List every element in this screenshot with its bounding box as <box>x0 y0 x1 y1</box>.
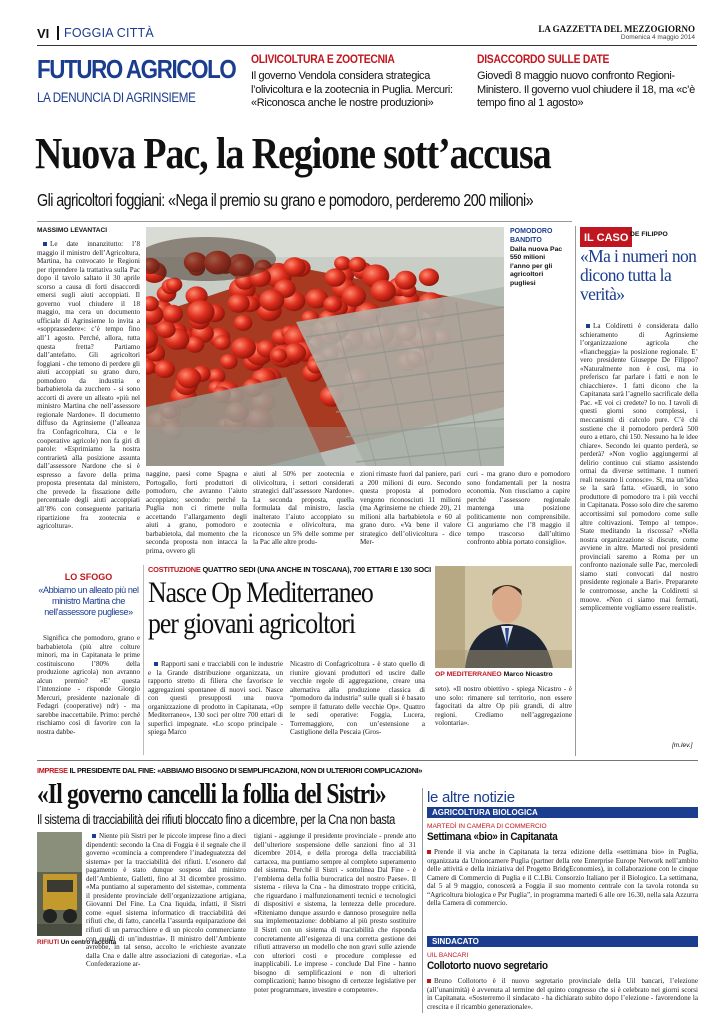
op-col3-text: seto). «Il nostro obiettivo - spiega Nicastro - è uno solo: rimanere sul territorio, non essere fagocitati da altre Op più grandi, di altre regioni. Crediamo nell’aggregazione volontaria». <box>435 685 572 728</box>
bullet-square <box>427 850 431 854</box>
notizie-item1-body <box>427 848 698 934</box>
top-col1-title: OLIVICOLTURA E ZOOTECNIA <box>251 54 395 66</box>
top-subkicker: LA DENUNCIA DI AGRINSIEME <box>37 90 196 105</box>
photo-caption-text: Dalla nuova Pac 550 milioni l’anno per gli agricoltori pugliesi <box>510 246 563 287</box>
bullet-square <box>586 324 590 328</box>
main-col1 <box>37 240 140 562</box>
tomato-crate-image <box>146 227 504 466</box>
notizie-section1: AGRICOLTURA BIOLOGICA <box>427 807 698 818</box>
sfogo-title: LO SFOGO <box>64 572 113 582</box>
tomato-shape <box>419 268 439 286</box>
notizie-item2-kicker: UIL BANCARI <box>427 952 469 959</box>
tomato-shape <box>284 343 306 362</box>
notizie-item1-text: Prende il via anche in Capitanata la terza edizione della «settimana bio» in Puglia, organizzata da Unioncamere Puglia (partner della rete Enterprise Europe Network nell’ambito delle attività e della iniziativa del Progetto BridgEconomies), in collaborazione con le cinque Camere di Commercio di Puglia e il C.I.Bi. Consorzio Italiano per il Biologico. La settimana, dal 5 al 9 maggio, conoscerà a Foggia il suo momento centrale con la tavola rotonda su “Agricoltura biologica e Psr Puglia”, in programma martedì 6 alle ore 16.30, nella sala Azzurra della Camera di commercio. <box>427 848 698 908</box>
notizie-title: le altre notizie <box>427 789 515 806</box>
top-col2-text: Giovedì 8 maggio nuovo confronto Regioni-Ministero. Il governo vuol chiudere il 18, ma «c’è tempo fino al 1 agosto» <box>477 70 695 109</box>
photo-caption-title: POMODORO BANDITO <box>510 228 553 244</box>
tomato-shape <box>334 256 350 270</box>
sistri-col2-text: tigiani - aggiunge il presidente provinciale - prende atto dell’ulteriore sospensione delle sanzioni fino al 31 dicembre 2014, e della proroga della tracciabilità cartacea, ma puntiamo sempre al completo superamento del sistema. Perché il Sistri - sottolinea Dal Fine - è l’emblema della follia burocratica del nostro Paese». Il sistema - rileva la Cna - ha dimostrato troppe criticità, che riguardano i malfunzionamenti tecnici e tecnologici di dispositivi e sistema, la lentezza delle procedure. «Riteniamo dunque assurdo e dannoso proseguire nella sua implementazione: dobbiamo al più presto sostituire il Sistri con un sistema di tracciabilità che risponda concretamente all’esigenza di una corretta gestione dei rifiuti attraverso un modello che non gravi sulle aziende con ulteriori costi e procedure complesse ed inapplicabili. Le imprese - conclude Dal Fine - hanno bisogno di semplificazioni e non di ulteriori complicazioni; hanno bisogno di certezze legislative per poter programmare, investire e competere». <box>254 832 416 994</box>
sistri-headline: «Il governo cancelli la follia del Sistri» <box>37 779 386 810</box>
tomato-shape <box>177 367 201 388</box>
op-photo-caption-text: Marco Nicastro <box>503 671 553 678</box>
tomato-shape <box>325 268 346 286</box>
notizie-item1-kicker: MARTEDÌ IN CAMERA DI COMMERCIO <box>427 823 547 830</box>
main-col2 <box>146 470 247 560</box>
op-col2 <box>290 660 425 755</box>
portrait-image <box>435 566 572 668</box>
caso-label-box <box>580 227 632 247</box>
tomato-shape <box>349 257 367 272</box>
op-col1-text: Rapporti sani e tracciabili con le industrie e la Grande distribuzione organizzata, un rapporto stretto di filiera che favorisce le aggregazioni spontanee di nuovi soci. Nasce con questi presupposti una nuova organizzazione di prodotto in Capitanata, «Op Mediterraneo», 130 soci per oltre 700 ettari di superfici impegnate. «Lo scopo principale - spiega Marco <box>148 660 283 737</box>
caso-label: IL CASO <box>584 232 629 244</box>
bullet-square <box>154 662 158 666</box>
tomato-shape <box>187 300 215 324</box>
notizie-item2-text: Bruno Collotorto è il nuovo segretario provinciale della Uil bancari, l’elezione (all’unanimità) è avvenuta al termine del quinto congresso che si è celebrato nei giorni scorsi in Capitanata. «Sosterremo il sindacato - ha dichiarato subito dopo l’elezione - favorendone la crescita e il ricambio generazionale». <box>427 977 698 1011</box>
caso-text: La Coldiretti è considerata dallo schieramento di Agrinsieme l’organizzazione agricola che «fiancheggia» la posizione regionale. E’ vero presidente Giuseppe De Filippo? «Naturalmente non è così, ma io preferisco far parlare i fatti e non le chiacchiere». I fatti dicono che la Capitanata sarà l’agnello sacrificale della Pac. «E voi ci credete? Io no. I tavoli di questi giorni sono complessi, i meccanismi di calcolo pure. C’è chi sostiene che il pomodoro perderà 500 euro a ettaro, chi 150. Nessuno ha le idee chiare». Secondo lei quanto perderà, se perderà? «Non voglio aggiungermi al delirio continuo cui stiamo assistendo ormai da diverse settimane. I numeri reali nessuno li conosce». Sì, ma un’idea se la sarà fatta. «Guardi, io sono produttore di pomodoro tra i più vecchi in Capitanata. Posso solo dire che saremo accortissimi sul pomodoro come sulle altre coltivazioni. Tempo al tempo». State meditando la riscossa? «Nella nostra organizzazione si discute, come avviene in altre. Martedì noi presidenti provinciali saremo a Roma per un confronto nazionale sulle Pac, mercoledì siamo stati convocati dal nostro presidente regionale a Bari». Prepararete le contromosse, anche la Coldiretti si muove. «Non ci siamo mai fermati, semplicemente vogliamo essere realisti». <box>580 322 698 613</box>
main-col4-text: zioni rimaste fuori dal paniere, pari a 200 milioni di euro. Secondo questa proposta al pomodoro vengono riconosciuti 11 milioni (ma Agrinsieme ne chiede 20), 21 milioni alla barbabietola e 60 al grano duro. «Va bene il valore strategico dell’olivicoltura - dice Mer- <box>360 470 461 547</box>
sistri-col1-text: Niente più Sistri per le piccole imprese fino a dieci dipendenti: secondo la Cna di Foggia è il segnale che il governo «comincia a comprendere l’inadeguatezza del sistema» per la tracciabilità dei rifiuti. L’esonero dal pagamento è stato dunque sospeso dal ministro dell’Ambiente, Galletti, fino al 31 dicembre prossimo. «Ma puntiamo al superamento del sistema», commenta il presidente provinciale dell’organizzazione artigiana, Giovanni Del Fine. La Cna liquida, infatti, il Sistri come «quel sistema informatico di tracciabilità dei rifiuti che, di fatto, cancella l’assurda equiparazione dei rifiuti di un parrucchiere e di un piccolo commerciante con quelli di un’industria». Il ministro dell’Ambiente avrebbe, in tal senso, accolto le «richieste avanzate dalla Cna e dalle altre associazioni di categoria». «La Confederazione ar- <box>86 832 246 969</box>
sistri-kicker-text: IL PRESIDENTE DAL FINE: «ABBIAMO BISOGNO DI SEMPLIFICAZIONI, NON DI ULTERIORI COMPLICAZIONI» <box>69 766 423 775</box>
bullet-square <box>92 834 96 838</box>
tomato-shape <box>342 286 366 307</box>
sistri-subhead: Il sistema di tracciabilità dei rifiuti bloccato fino a dicembre, per la Cna non basta <box>37 812 395 827</box>
main-col5-text: curi - ma grano duro e pomodoro sono fondamentali per la nostra economia. Non riusciamo a capire perché l’assessore regionale mantenga una posizione politicamente non comprensibile. Ci auguriamo che l’8 maggio il tempo trascorso dall’ultimo confronto abbia portato consiglio». <box>467 470 570 547</box>
sistri-photo-caption-red: RIFIUTI <box>37 939 60 946</box>
notizie-item2-body <box>427 977 698 1017</box>
main-subhead: Gli agricoltori foggiani: «Nega il premio su grano e pomodoro, perderemo 200 milioni» <box>37 190 534 210</box>
tomato-shape <box>231 337 256 359</box>
bullet-square <box>427 979 431 983</box>
top-col2-title: DISACCORDO SULLE DATE <box>477 54 610 66</box>
op-photo-caption <box>435 671 553 678</box>
op-col3 <box>435 685 572 755</box>
bullet-square <box>43 242 47 246</box>
sistri-col1 <box>86 832 246 1012</box>
top-col1-text: Il governo Vendola considera strategica l’olivicoltura e la zootecnia in Puglia. Mercuri: «Riconosca anche le nostre produzioni» <box>251 70 453 109</box>
author: MASSIMO LEVANTACI <box>37 227 108 234</box>
tomato-shape <box>162 305 183 323</box>
notizie-section2: SINDACATO <box>427 936 698 947</box>
op-col2-text: Nicastro di Confagricoltura - è stato quello di riunire giovani produttori ed uscire dalle vecchie regole di aggregazione, creare una alternativa alla produzione classica di “pomodoro da industria” sulle quali si è basato sempre il fatturato delle vecchie Op». Quattro le sedi operative: Foggia, Lucera, Torremaggiore, con un’estensione a Castiglione della Pescaia (Gros- <box>290 660 425 737</box>
nicastro-photo <box>435 566 572 668</box>
sfogo-text: Significa che pomodoro, grano e barbabietola (più altre colture minori, ma in Capitanata le prime costituiscono l’80% della produzione agricola) non avranno alcun premio? «E’ questa l’intenzione - risponde Giorgio Mercuri, presidente nazionale di Fedagri (cooperative) ndr) - ma sarebbe inaccettabile. Primo: perché rischiamo così di favorire con la nostra dabbe- <box>37 634 140 737</box>
main-headline: Nuova Pac, la Regione sott’accusa <box>35 129 551 178</box>
page-number: VI <box>37 26 50 41</box>
sfogo-body <box>37 634 140 754</box>
tomato-shape <box>283 257 306 277</box>
tomato-shape <box>259 289 284 311</box>
page-header <box>37 22 697 44</box>
sistri-col2 <box>254 832 416 1012</box>
section-name: FOGGIA CITTÀ <box>64 26 154 40</box>
op-kicker-red: COSTITUZIONE <box>148 565 201 574</box>
op-headline: Nasce Op Mediterraneo per giovani agricoltori <box>148 576 373 640</box>
notizie-item2-title: Collotorto nuovo segretario <box>427 960 548 972</box>
tomato-shape <box>166 278 182 292</box>
main-col3 <box>253 470 354 560</box>
issue-date: Domenica 4 maggio 2014 <box>620 34 695 41</box>
waste-truck-image <box>37 832 82 936</box>
tomato-shape <box>228 294 250 313</box>
sfogo-quote: «Abbiamo un alleato più nel ministro Martina che nell’assessore pugliese» <box>38 585 139 617</box>
main-col4 <box>360 470 461 560</box>
newspaper-name: LA GAZZETTA DEL MEZZOGIORNO <box>538 24 695 34</box>
tomato-shape <box>234 315 253 331</box>
tomato-shape <box>323 296 342 312</box>
caso-body <box>580 322 698 738</box>
op-kicker <box>148 565 431 574</box>
tomato-shape <box>155 360 175 378</box>
tomato-shape <box>395 271 417 290</box>
tomato-shape <box>156 321 175 338</box>
sistri-kicker-red: IMPRESE <box>37 766 68 775</box>
sistri-kicker <box>37 766 423 775</box>
op-kicker-text: QUATTRO SEDI (UNA ANCHE IN TOSCANA), 700 ETTARI E 130 SOCI <box>202 565 431 574</box>
top-kicker: FUTURO AGRICOLO <box>37 54 236 84</box>
tomato-shape <box>214 335 231 350</box>
main-col5 <box>467 470 570 560</box>
caso-sign: [m.lev.] <box>672 742 693 749</box>
main-col2-text: naggine, paesi come Spagna e Portogallo, forti produttori di pomodoro, che avranno l’aiuto accoppiato; secondo: perché la Puglia non ci rimette nulla accettando l’allargamento degli aiuti a grano, pomodoro e barbabietola, dal momento che la seconda proposta non intacca la prima, ovvero gli <box>146 470 247 555</box>
tomato-photo <box>146 227 504 466</box>
main-col1-text: Le date innanzitutto: l’8 maggio il ministro dell’Agricoltura, Martina, ha convocato le Regioni per riprendere la trattativa sulla Pac dopo il tavolo saltato il 30 aprile scorso a causa di forti disaccordi emersi sugli aiuti accoppiati. Il governo vuol chiudere il 18 maggio, ma cera un documento ufficiale di Agrinsieme lo invita a «sopprassedere»: c’è tempo fino all’1 agosto. Perché, allora, tutta questa fretta? Partiamo dall’antefatto. Gli agricoltori foggiani - che temono di perdere gli aiuti accoppiati su grano duro, pomodoro da industria e barbabietola da zucchero - si sono accorti di avere un alleato «più nel ministro Martina che nell’assessore regionale Nardone». Il documento diffuso da Agrinsieme (l’alleanza fra Confagricoltura, Cia e le cooperative agricole) non fa giri di parole: «Esprimiamo la nostra contrarietà alla posizione assunta dall’assessore Nardone che si è espresso a favore della prima proposta presentata dal ministero, che prevede la fissazione delle percentuale degli aiuti accoppiati all’8% con conseguente paritaria ripartizione fra zootecnia e agricoltura». <box>37 240 140 531</box>
notizie-item1-title: Settimana «bio» in Capitanata <box>427 831 558 843</box>
tomato-shape <box>271 348 287 362</box>
sistri-photo-caption-text: Un centro raccolta <box>60 939 117 946</box>
op-photo-caption-red: OP MEDITERRANEO <box>435 671 502 678</box>
tomato-shape <box>220 354 238 369</box>
tomato-shape <box>371 280 396 302</box>
main-col3-text: aiuti al 50% per zootecnia e olivicoltura, i settori considerati strategici dall’assessore Nardone». La seconda proposta, quella formulata dal ministro, lascia inalterato l’aiuto accoppiato su zootecnia e olivicoltura, ma riconosce un 5% delle somme per la Pac alle altre produ- <box>253 470 354 547</box>
rifiuti-photo <box>37 832 82 936</box>
caso-author: DE FILIPPO <box>630 231 668 238</box>
caso-quote: «Ma i numeri non dicono tutta la verità» <box>580 246 697 304</box>
op-col1 <box>148 660 283 755</box>
